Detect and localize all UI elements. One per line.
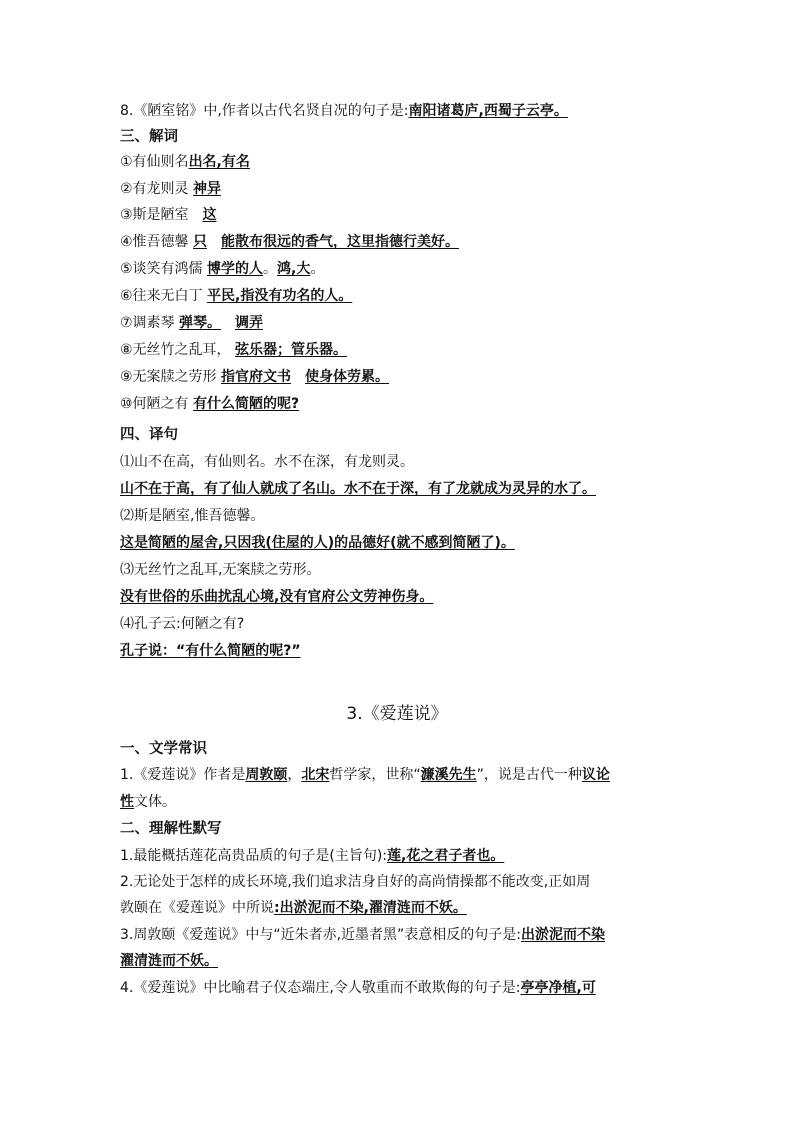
item-answer: 有什么简陋的呢? [193, 396, 300, 412]
section-heading-moxie: 二、理解性默写 [120, 821, 222, 837]
item-answer: 出名,有名 [188, 154, 250, 170]
wenxue-item-1 [120, 765, 700, 785]
yiju-question-4: ⑷孔子云:何陋之有? [120, 616, 245, 632]
answer-text: 性 [120, 794, 134, 810]
answer-text: 议论 [581, 767, 610, 783]
item-question: ③斯是陋室 [120, 207, 189, 223]
jieci-item-3 [120, 205, 700, 225]
item-punct: 。 [263, 261, 278, 277]
item-answer: 这 [202, 207, 217, 223]
question-text: 敦颐在《爱莲说》中所说 [120, 900, 274, 916]
item-answer: 指官府文书 [221, 369, 292, 385]
moxie-item-4 [120, 978, 700, 998]
item-answer: 平民,指没有功名的人。 [207, 288, 353, 304]
section-heading-jieci: 三、解词 [120, 129, 178, 145]
text: 1.《爱莲说》作者是 [120, 767, 246, 783]
moxie-item-3-cont [120, 951, 700, 971]
yiju-answer-2: 这是简陋的屋舍,只因我(住屋的人)的品德好(就不感到简陋了)。 [120, 535, 515, 551]
item-answer-2: 能散布很远的香气，这里指德行美好。 [221, 234, 460, 250]
item-answer-2: 使身体劳累。 [305, 369, 390, 385]
item-answer: 弦乐器；管乐器。 [235, 342, 348, 358]
moxie-item-3 [120, 925, 700, 945]
item-question: ④惟吾德馨 [120, 234, 189, 250]
text: 文体。 [134, 794, 176, 810]
item-question: ①有仙则名 [120, 154, 189, 170]
answer-text: :出淤泥而不染,濯清涟而不妖。 [274, 900, 467, 916]
question-text: 3.周敦颐《爱莲说》中与“近朱者赤,近墨者黑”表意相反的句子是: [120, 927, 522, 943]
yiju-answer-1: 山不在于高，有了仙人就成了名山。水不在于深，有了龙就成为灵异的水了。 [120, 481, 596, 497]
item-answer-2: 鸿,大 [277, 261, 311, 277]
answer-text: 亭亭净植,可 [520, 980, 596, 996]
item-answer: 神异 [193, 181, 222, 197]
jieci-item-7 [120, 313, 700, 333]
jieci-item-5 [120, 259, 700, 279]
moxie-item-1 [120, 846, 700, 866]
wenxue-item-1-cont [120, 792, 700, 812]
jieci-item-8 [120, 340, 700, 360]
moxie-item-2: 2.无论处于怎样的成长环境,我们追求洁身自好的高尚情操都不能改变,正如周 [120, 874, 591, 890]
item-answer-2: 调弄 [235, 315, 264, 331]
jieci-item-10 [120, 394, 700, 414]
text: ”，说是古代一种 [476, 767, 582, 783]
moxie-item-2-cont [120, 898, 700, 918]
yiju-answer-4: 孔子说：“有什么简陋的呢?” [120, 643, 301, 659]
yiju-question-1: ⑴山不在高，有仙则名。水不在深，有龙则灵。 [120, 454, 414, 470]
question-8 [120, 101, 700, 121]
answer-text: 濯清涟而不妖。 [120, 953, 218, 969]
item-punct: 。 [310, 261, 325, 277]
yiju-answer-3: 没有世俗的乐曲扰乱心境,没有官府公文劳神伤身。 [120, 589, 434, 605]
item-question: ⑨无案牍之劳形 [120, 369, 217, 385]
yiju-question-3: ⑶无丝竹之乱耳,无案牍之劳形。 [120, 562, 321, 578]
item-question: ⑦调素琴 [120, 315, 175, 331]
jieci-item-1 [120, 152, 700, 172]
jieci-item-6 [120, 286, 700, 306]
answer-text: 莲,花之君子者也。 [387, 848, 505, 864]
answer-text: 南阳诸葛庐,西蜀子云亭。 [408, 103, 568, 119]
jieci-item-2 [120, 179, 700, 199]
item-question: ⑥往来无白丁 [120, 288, 203, 304]
section-heading-yiju: 四、译句 [120, 427, 178, 443]
jieci-item-4 [120, 232, 700, 252]
item-answer: 只 [193, 234, 208, 250]
answer-text: 濂溪先生 [420, 767, 477, 783]
item-answer: 弹琴。 [179, 315, 222, 331]
section-title-ailian: 3.《爱莲说》 [346, 704, 448, 724]
answer-text: 周敦颐 [245, 767, 288, 783]
question-text: 8.《陋室铭》中,作者以古代名贤自况的句子是: [120, 103, 409, 119]
question-text: 4.《爱莲说》中比喻君子仪态端庄,令人敬重而不敢欺侮的句子是: [120, 980, 521, 996]
answer-text: 北宋 [301, 767, 330, 783]
section-heading-wenxue: 一、文学常识 [120, 741, 207, 757]
item-question: ⑧无丝竹之乱耳， [120, 342, 231, 358]
item-answer: 博学的人 [207, 261, 264, 277]
jieci-item-9 [120, 367, 700, 387]
item-question: ②有龙则灵 [120, 181, 189, 197]
text: ， [287, 767, 302, 783]
answer-text: 出淤泥而不染 [521, 927, 606, 943]
yiju-question-2: ⑵斯是陋室,惟吾德馨。 [120, 508, 265, 524]
question-text: 1.最能概括莲花高贵品质的句子是(主旨句): [120, 848, 387, 864]
text: 哲学家，世称“ [329, 767, 421, 783]
item-question: ⑩何陋之有 [120, 396, 189, 412]
item-question: ⑤谈笑有鸿儒 [120, 261, 203, 277]
